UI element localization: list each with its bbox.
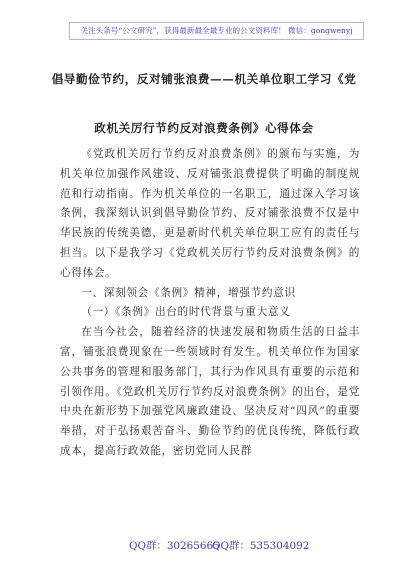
footer-qq-group-1: QQ群：30265665 <box>129 540 220 552</box>
document-body <box>60 145 360 462</box>
intro-paragraph: 《党政机关厉行节约反对浪费条例》的颁布与实施，为机关单位加强作风建设、反对铺张浪费提供了明确的制度规范和行动指南。作为机关单位的一名职工，通过深入学习该条例，我深刻认识到倡导勤俭节约、反对铺张浪费不仅是中华民族的传统美德，更是新时代机关单位职工应有的责任与担当。以下是我学习《党政机关厉行节约反对浪费条例》的心得体会。 <box>60 148 360 279</box>
section-heading: 一、深刻领会《条例》精神，增强节约意识 <box>81 286 296 299</box>
document-title-line-1: 倡导勤俭节约，反对铺张浪费——机关单位职工学习《党 <box>51 72 357 86</box>
header-banner: 关注头条号“公文研究”，获得最新最全最专业的公文资料库！ 微信：gongwenyj <box>69 22 364 40</box>
body-paragraph: 在当今社会，随着经济的快速发展和物质生活的日益丰富，铺张浪费现象在一些领域时有发生。机关单位作为国家公共事务的管理和服务部门，其行为作风具有重要的示范和引领作用。《党政机关厉行节约反对浪费条例》的出台，是党中央在新形势下加强党风廉政建设、坚决反对“四风”的重要举措，对于弘扬艰苦奋斗、勤俭节约的优良传统，降低行政成本，提高行政效能，密切党同人民群 <box>60 326 360 457</box>
subsection-heading: （一）《条例》出台的时代背景与重大意义 <box>81 306 291 319</box>
footer <box>0 537 408 553</box>
footer-qq-group-2: QQ群：535304092 <box>212 540 310 552</box>
document-title-line-2: 政机关厉行节约反对浪费条例》心得体会 <box>94 121 314 135</box>
